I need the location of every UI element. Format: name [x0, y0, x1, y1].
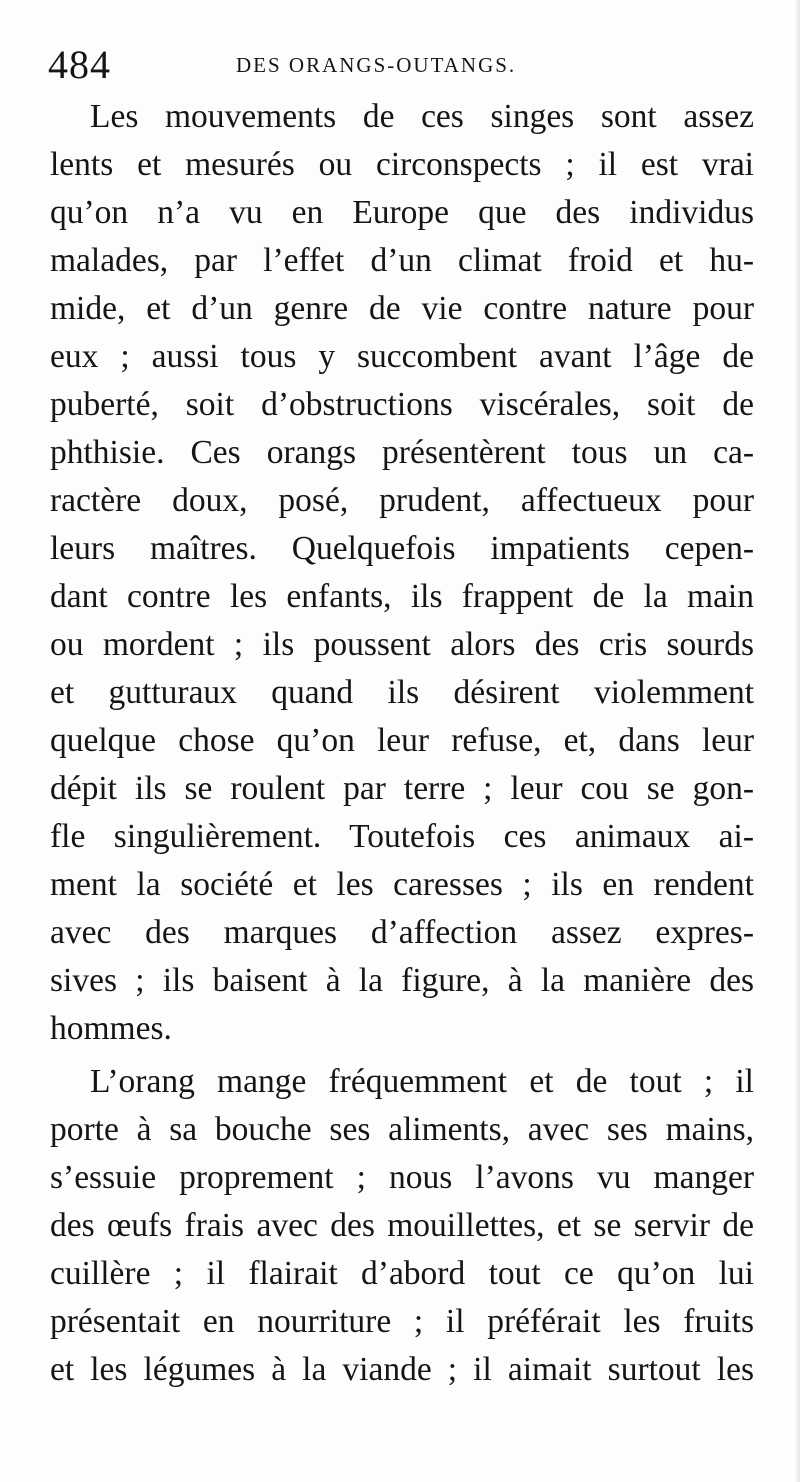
text-line: et gutturaux quand ils désirent violemment	[50, 674, 754, 711]
paragraph-1	[50, 93, 754, 1053]
text-line: dépit ils se roulent par terre ; leur cou se gon-	[50, 770, 754, 807]
text-line: mide, et d’un genre de vie contre nature pour	[50, 290, 754, 327]
text-line: avec des marques d’affection assez expres-	[50, 914, 754, 951]
text-line: et les légumes à la viande ; il aimait surtout les	[50, 1351, 754, 1388]
text-line: porte à sa bouche ses aliments, avec ses mains,	[50, 1111, 754, 1148]
text-line: qu’on n’a vu en Europe que des individus	[50, 194, 754, 231]
text-line: ractère doux, posé, prudent, affectueux pour	[50, 482, 754, 519]
running-head: DES ORANGS-OUTANGS.	[236, 53, 517, 77]
text-line: fle singulièrement. Toutefois ces animaux ai-	[50, 818, 754, 855]
text-line: Les mouvements de ces singes sont assez	[90, 98, 754, 135]
text-line: hommes.	[50, 1010, 172, 1047]
text-line: L’orang mange fréquemment et de tout ; il	[90, 1063, 754, 1100]
text-line: quelque chose qu’on leur refuse, et, dans leur	[50, 722, 754, 759]
page-number: 484	[48, 42, 111, 87]
text-line: ment la société et les caresses ; ils en rendent	[50, 866, 754, 903]
page-header	[48, 40, 758, 90]
paragraph-2	[50, 1058, 754, 1394]
text-line: s’essuie proprement ; nous l’avons vu manger	[50, 1159, 754, 1196]
text-line: dant contre les enfants, ils frappent de la main	[50, 578, 754, 615]
page-edge	[794, 0, 800, 1482]
text-line: cuillère ; il flairait d’abord tout ce qu’on lui	[50, 1255, 754, 1292]
text-line: leurs maîtres. Quelquefois impatients cepen-	[50, 530, 754, 567]
text-line: présentait en nourriture ; il préférait les fruits	[50, 1303, 754, 1340]
text-line: lents et mesurés ou circonspects ; il est vrai	[50, 146, 754, 183]
text-line: sives ; ils baisent à la figure, à la manière des	[50, 962, 754, 999]
text-line: eux ; aussi tous y succombent avant l’âge de	[50, 338, 754, 375]
text-line: des œufs frais avec des mouillettes, et se servir de	[50, 1207, 754, 1244]
text-line: phthisie. Ces orangs présentèrent tous un ca-	[50, 434, 754, 471]
text-line: ou mordent ; ils poussent alors des cris sourds	[50, 626, 754, 663]
text-line: malades, par l’effet d’un climat froid et hu-	[50, 242, 754, 279]
body-text	[50, 93, 754, 1394]
text-line: puberté, soit d’obstructions viscérales, soit de	[50, 386, 754, 423]
